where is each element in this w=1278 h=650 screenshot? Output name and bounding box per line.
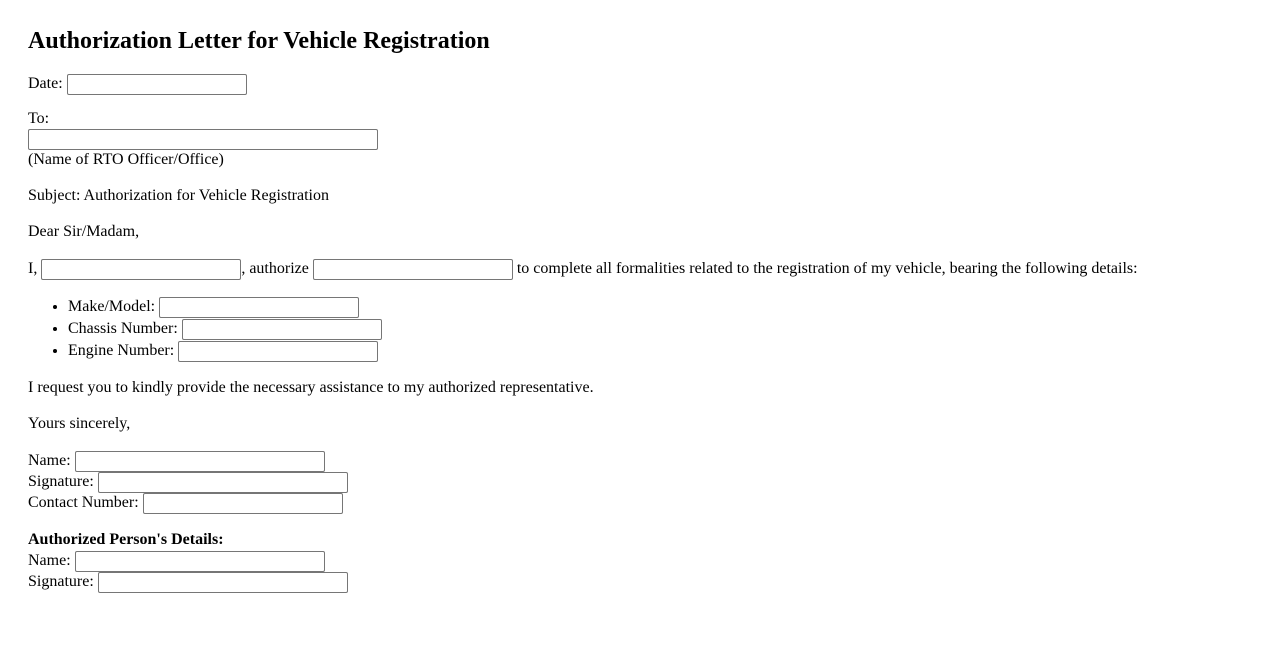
recipient-input[interactable] (28, 129, 378, 150)
contact-number-input[interactable] (143, 493, 343, 514)
representative-name-input[interactable] (313, 259, 513, 280)
authorized-person-heading: Authorized Person's Details: (28, 530, 224, 548)
salutation: Dear Sir/Madam, (28, 223, 140, 241)
authorization-middle: , authorize (241, 260, 309, 278)
owner-contact-row (28, 492, 1250, 513)
owner-name-label: Name: (28, 451, 71, 469)
owner-signature-row (28, 471, 1250, 492)
closing-line: Yours sincerely, (28, 414, 131, 432)
authorized-signature-row (28, 571, 1250, 592)
make-model-label: Make/Model: (68, 298, 156, 316)
date-label: Date: (28, 75, 63, 93)
make-model-input[interactable] (159, 297, 359, 318)
date-row (28, 74, 1250, 95)
authorized-signature-label: Signature: (28, 572, 94, 590)
list-item (68, 296, 1250, 318)
list-item (68, 318, 1250, 340)
recipient-hint: (Name of RTO Officer/Office) (28, 151, 224, 169)
chassis-number-label: Chassis Number: (68, 320, 178, 338)
authorization-prefix: I, (28, 260, 38, 278)
vehicle-details-list (28, 296, 1250, 361)
subject-line: Subject: Authorization for Vehicle Registration (28, 187, 329, 205)
owner-name-input[interactable] (75, 451, 325, 472)
contact-number-label: Contact Number: (28, 493, 139, 511)
owner-signature-input[interactable] (98, 472, 348, 493)
owner-name-inline-input[interactable] (41, 259, 241, 280)
authorized-name-label: Name: (28, 551, 71, 569)
owner-signature-label: Signature: (28, 472, 94, 490)
authorized-signature-input[interactable] (98, 572, 348, 593)
recipient-block (28, 109, 1250, 170)
page-title: Authorization Letter for Vehicle Registration (28, 28, 490, 54)
date-input[interactable] (67, 74, 247, 95)
owner-name-row (28, 450, 1250, 471)
owner-signature-block (28, 450, 1250, 513)
to-label: To: (28, 110, 50, 128)
request-paragraph: I request you to kindly provide the necessary assistance to my authorized representative. (28, 378, 594, 396)
engine-number-label: Engine Number: (68, 342, 175, 360)
list-item (68, 340, 1250, 362)
authorized-name-row (28, 550, 1250, 571)
authorization-paragraph (28, 258, 1250, 280)
engine-number-input[interactable] (178, 341, 378, 362)
authorized-name-input[interactable] (75, 551, 325, 572)
chassis-number-input[interactable] (182, 319, 382, 340)
authorization-suffix: to complete all formalities related to the registration of my vehicle, bearing the following details: (516, 260, 1138, 278)
authorized-person-block (28, 529, 1250, 592)
